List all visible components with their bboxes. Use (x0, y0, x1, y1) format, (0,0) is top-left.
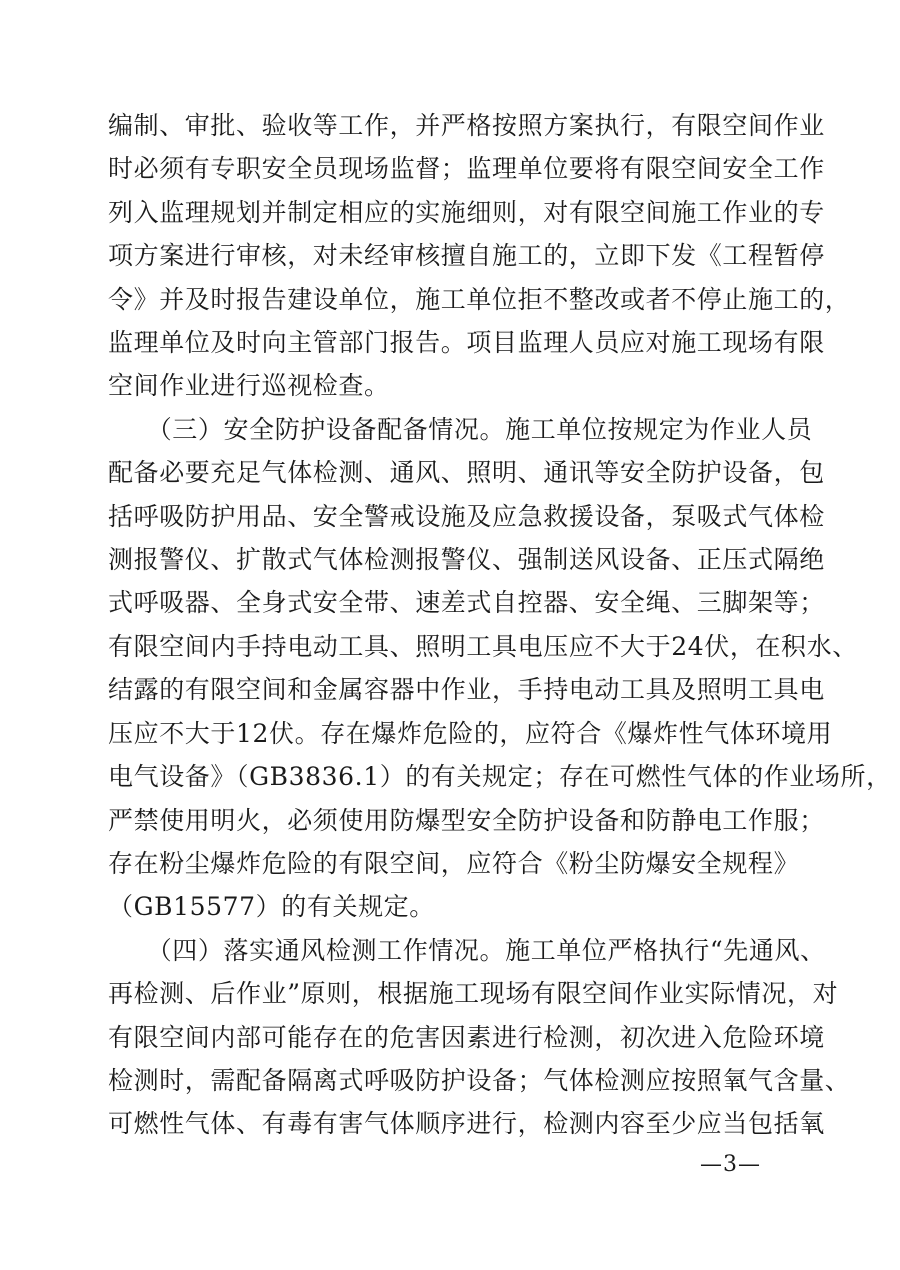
page-number: —3— (700, 1152, 761, 1177)
text-line: 有限空间内部可能存在的危害因素进行检测，初次进入危险环境 (108, 1022, 825, 1052)
text-line: 再检测、后作业”原则，根据施工现场有限空间作业实际情况，对 (108, 979, 839, 1009)
text-line: 结露的有限空间和金属容器中作业，手持电动工具及照明工具电 (108, 675, 825, 705)
text-line: 监理单位及时向主管部门报告。项目监理人员应对施工现场有限 (108, 328, 825, 358)
text-line: 压应不大于12伏。存在爆炸危险的，应符合《爆炸性气体环境用 (108, 718, 833, 748)
text-line: 严禁使用明火，必须使用防爆型安全防护设备和防静电工作服； (108, 805, 825, 835)
text-line: 可燃性气体、有毒有害气体顺序进行，检测内容至少应当包括氧 (108, 1109, 825, 1139)
text-line: 项方案进行审核，对未经审核擅自施工的，立即下发《工程暂停 (108, 241, 825, 271)
text-line: 式呼吸器、全身式安全带、速差式自控器、安全绳、三脚架等； (108, 588, 825, 618)
text-line: 括呼吸防护用品、安全警戒设施及应急救援设备，泵吸式气体检 (108, 501, 825, 531)
text-line: 配备必要充足气体检测、通风、照明、通讯等安全防护设备，包 (108, 458, 825, 488)
text-line: 有限空间内手持电动工具、照明工具电压应不大于24伏，在积水、 (108, 631, 858, 661)
text-line: 令》并及时报告建设单位，施工单位拒不整改或者不停止施工的， (108, 284, 851, 314)
text-line: 列入监理规划并制定相应的实施细则，对有限空间施工作业的专 (108, 197, 825, 227)
text-line: （GB15577）的有关规定。 (108, 892, 435, 922)
text-line: 存在粉尘爆炸危险的有限空间，应符合《粉尘防爆安全规程》 (108, 848, 800, 878)
body-text (108, 104, 892, 1146)
text-line: 检测时，需配备隔离式呼吸防护设备；气体检测应按照氧气含量、 (108, 1065, 851, 1095)
text-line: 电气设备》（GB3836.1）的有关规定；存在可燃性气体的作业场所， (108, 762, 892, 792)
text-line: 时必须有专职安全员现场监督；监理单位要将有限空间安全工作 (108, 154, 825, 184)
text-line: 编制、审批、验收等工作，并严格按照方案执行，有限空间作业 (108, 111, 825, 140)
section-four-heading-line: （四）落实通风检测工作情况。施工单位严格执行“先通风、 (108, 935, 826, 965)
text-line: 空间作业进行巡视检查。 (108, 371, 390, 401)
section-three-heading-line: （三）安全防护设备配备情况。施工单位按规定为作业人员 (108, 414, 813, 444)
text-line: 测报警仪、扩散式气体检测报警仪、强制送风设备、正压式隔绝 (108, 545, 825, 575)
